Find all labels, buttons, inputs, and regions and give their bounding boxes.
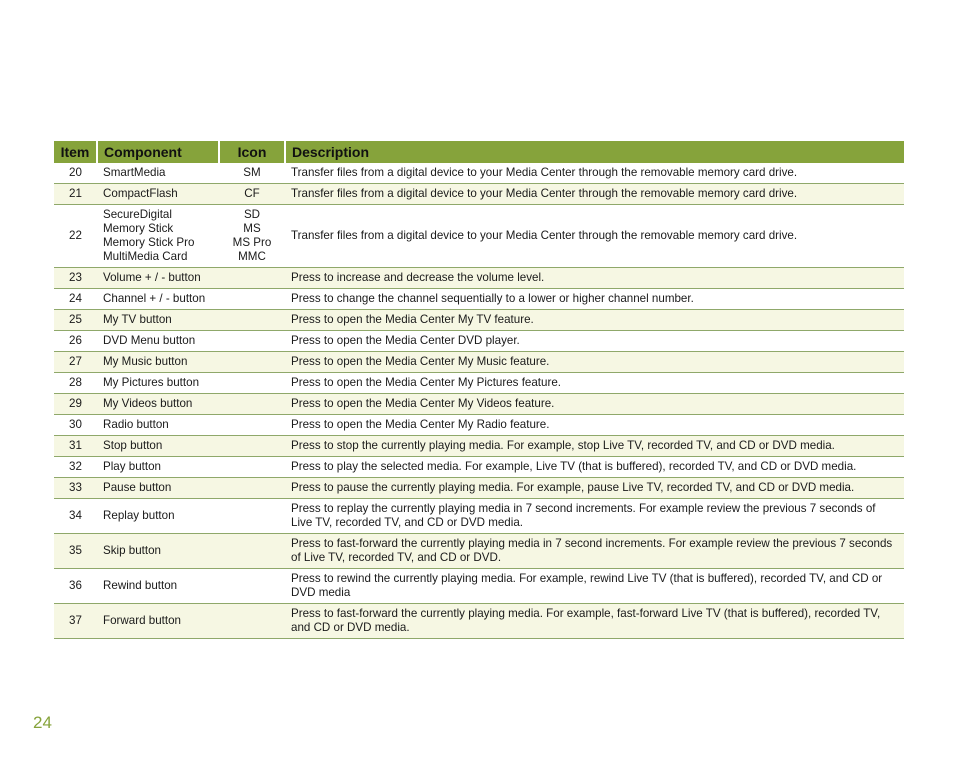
row-item-number: 34 (54, 499, 97, 534)
row-description: Press to rewind the currently playing media. For example, rewind Live TV (that is buffered), recorded TV, and CD or DVD media (285, 569, 904, 604)
row-description: Transfer files from a digital device to your Media Center through the removable memory card drive. (285, 163, 904, 184)
row-description: Press to fast-forward the currently playing media in 7 second increments. For example review the previous 7 seconds of Live TV, recorded TV, and CD or DVD. (285, 534, 904, 569)
row-icon-label (219, 415, 285, 436)
table-row (54, 394, 904, 415)
table-row (54, 436, 904, 457)
row-item-number: 35 (54, 534, 97, 569)
table-row (54, 268, 904, 289)
row-component: Play button (97, 457, 219, 478)
row-description: Press to open the Media Center My Music feature. (285, 352, 904, 373)
row-item-number: 22 (54, 205, 97, 268)
row-component: SecureDigital Memory Stick Memory Stick Pro MultiMedia Card (97, 205, 219, 268)
row-component: My TV button (97, 310, 219, 331)
table-row (54, 604, 904, 639)
row-item-number: 27 (54, 352, 97, 373)
row-description: Press to stop the currently playing media. For example, stop Live TV, recorded TV, and CD or DVD media. (285, 436, 904, 457)
row-item-number: 30 (54, 415, 97, 436)
row-icon-label (219, 352, 285, 373)
row-component: My Music button (97, 352, 219, 373)
table-row (54, 373, 904, 394)
row-description: Press to pause the currently playing media. For example, pause Live TV, recorded TV, and CD or DVD media. (285, 478, 904, 499)
row-description: Press to play the selected media. For example, Live TV (that is buffered), recorded TV, and CD or DVD media. (285, 457, 904, 478)
row-component: Channel + / - button (97, 289, 219, 310)
row-icon-label: SM (219, 163, 285, 184)
row-item-number: 21 (54, 184, 97, 205)
table-row (54, 163, 904, 184)
table-row (54, 205, 904, 268)
table-row (54, 478, 904, 499)
row-icon-label (219, 478, 285, 499)
row-description: Press to open the Media Center My Pictures feature. (285, 373, 904, 394)
table-header (54, 141, 904, 163)
page-number: 24 (33, 713, 52, 732)
row-description: Press to open the Media Center DVD player. (285, 331, 904, 352)
row-description: Press to increase and decrease the volume level. (285, 268, 904, 289)
row-description: Press to open the Media Center My Videos feature. (285, 394, 904, 415)
row-item-number: 37 (54, 604, 97, 639)
row-item-number: 36 (54, 569, 97, 604)
row-description: Press to fast-forward the currently playing media. For example, fast-forward Live TV (that is buffered), recorded TV, and CD or DVD media. (285, 604, 904, 639)
row-item-number: 20 (54, 163, 97, 184)
row-icon-label: SD MS MS Pro MMC (219, 205, 285, 268)
row-description: Press to open the Media Center My TV feature. (285, 310, 904, 331)
header-component: Component (97, 141, 219, 163)
header-icon: Icon (219, 141, 285, 163)
row-item-number: 24 (54, 289, 97, 310)
component-table-container (54, 141, 904, 639)
row-component: DVD Menu button (97, 331, 219, 352)
row-item-number: 32 (54, 457, 97, 478)
table-row (54, 352, 904, 373)
header-item: Item (54, 141, 97, 163)
table-row (54, 499, 904, 534)
row-description: Transfer files from a digital device to your Media Center through the removable memory card drive. (285, 184, 904, 205)
table-row (54, 289, 904, 310)
row-item-number: 28 (54, 373, 97, 394)
row-icon-label (219, 457, 285, 478)
table-row (54, 415, 904, 436)
row-icon-label (219, 310, 285, 331)
header-description: Description (285, 141, 904, 163)
row-description: Press to change the channel sequentially to a lower or higher channel number. (285, 289, 904, 310)
row-icon-label (219, 331, 285, 352)
component-table (54, 141, 904, 639)
row-icon-label (219, 436, 285, 457)
row-icon-label (219, 569, 285, 604)
row-icon-label (219, 373, 285, 394)
row-item-number: 26 (54, 331, 97, 352)
row-component: Volume + / - button (97, 268, 219, 289)
row-component: Pause button (97, 478, 219, 499)
row-component: Forward button (97, 604, 219, 639)
table-row (54, 310, 904, 331)
row-item-number: 25 (54, 310, 97, 331)
row-component: Rewind button (97, 569, 219, 604)
table-row (54, 331, 904, 352)
row-item-number: 23 (54, 268, 97, 289)
header-row (54, 141, 904, 163)
row-description: Press to replay the currently playing media in 7 second increments. For example review the previous 7 seconds of Live TV, recorded TV, and CD or DVD media. (285, 499, 904, 534)
table-body (54, 163, 904, 639)
row-component: My Pictures button (97, 373, 219, 394)
table-row (54, 457, 904, 478)
row-component: CompactFlash (97, 184, 219, 205)
row-icon-label (219, 499, 285, 534)
table-row (54, 184, 904, 205)
row-description: Transfer files from a digital device to your Media Center through the removable memory card drive. (285, 205, 904, 268)
row-component: SmartMedia (97, 163, 219, 184)
row-icon-label: CF (219, 184, 285, 205)
row-icon-label (219, 268, 285, 289)
row-item-number: 33 (54, 478, 97, 499)
row-component: Radio button (97, 415, 219, 436)
row-component: Stop button (97, 436, 219, 457)
table-row (54, 534, 904, 569)
row-component: Replay button (97, 499, 219, 534)
row-icon-label (219, 604, 285, 639)
row-item-number: 29 (54, 394, 97, 415)
row-component: My Videos button (97, 394, 219, 415)
row-component: Skip button (97, 534, 219, 569)
row-icon-label (219, 534, 285, 569)
row-icon-label (219, 394, 285, 415)
row-description: Press to open the Media Center My Radio feature. (285, 415, 904, 436)
table-row (54, 569, 904, 604)
row-item-number: 31 (54, 436, 97, 457)
row-icon-label (219, 289, 285, 310)
